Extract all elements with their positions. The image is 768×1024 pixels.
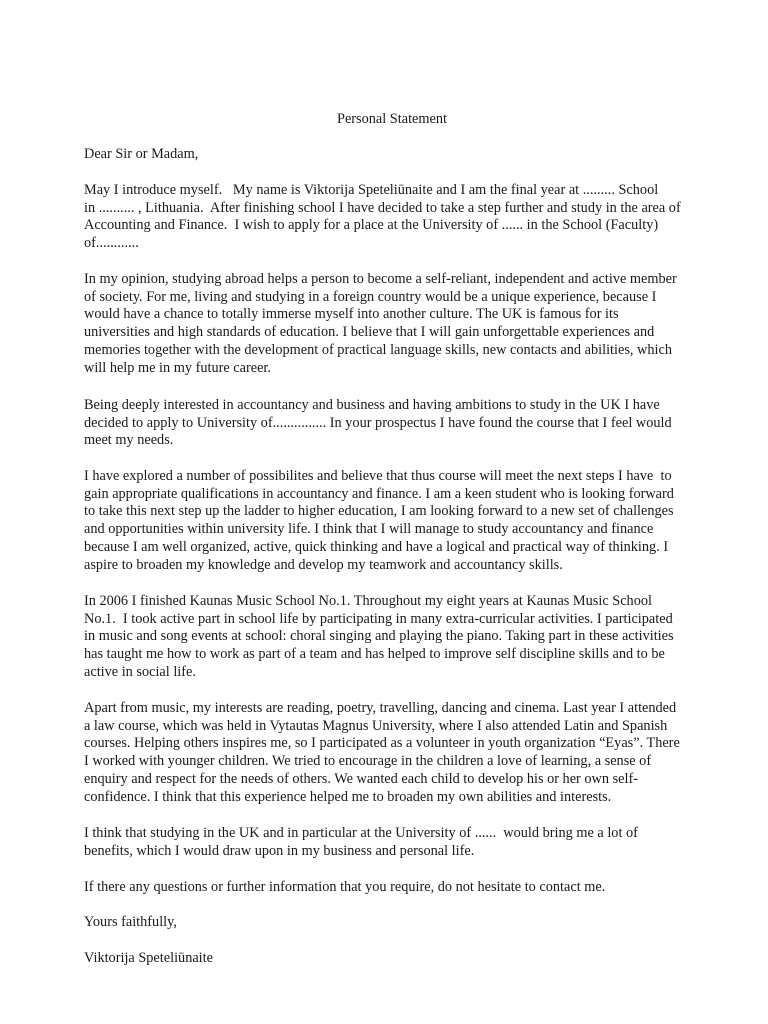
paragraph-course-choice (84, 397, 744, 450)
paragraph-line: gain appropriate qualifications in accountancy and finance. I am a keen student who is looking forward (84, 485, 674, 502)
paragraph-line: If there any questions or further information that you require, do not hesitate to contact me. (84, 879, 606, 895)
paragraph-line: to take this next step up the ladder to higher education, I am looking forward to a new set of challenges (84, 503, 674, 520)
paragraph-line: of............ (84, 235, 139, 252)
paragraph-line: active in social life. (84, 663, 196, 680)
paragraph-studying-abroad (84, 271, 744, 377)
paragraph-line: I think that studying in the UK and in particular at the University of ...... would bring me a lot of (84, 825, 638, 841)
paragraph-line: will help me in my future career. (84, 359, 271, 376)
paragraph-music-school (84, 593, 744, 682)
paragraph-line: would have a chance to totally immerse myself into another culture. The UK is famous for its (84, 306, 619, 323)
paragraph-line: confidence. I think that this experience helped me to broaden my own abilities and interests. (84, 788, 612, 805)
paragraph-line: in .......... , Lithuania. After finishing school I have decided to take a step further and study in the area of (84, 199, 681, 216)
paragraph-interests (84, 700, 744, 806)
paragraph-line: in music and song events at school: choral singing and playing the piano. Taking part in these activities (84, 628, 674, 645)
paragraph-line: and opportunities within university life. I think that I will manage to study accountancy and finance (84, 521, 654, 538)
closing: Yours faithfully, (84, 914, 177, 930)
paragraph-line: of society. For me, living and studying in a foreign country would be a unique experience, because I (84, 288, 657, 305)
paragraph-qualifications (84, 468, 744, 574)
paragraph-line: enquiry and respect for the needs of others. We wanted each child to develop his or her own self- (84, 770, 638, 787)
paragraph-line: because I am well organized, active, quick thinking and have a logical and practical way of thinking. I (84, 538, 669, 555)
paragraph-line: meet my needs. (84, 432, 174, 449)
paragraph-line: No.1. I took active part in school life by participating in many extra-curricular activities. I participated (84, 610, 673, 627)
paragraph-line: Apart from music, my interests are reading, poetry, travelling, dancing and cinema. Last year I attended (84, 700, 677, 716)
paragraph-line: a law course, which was held in Vytautas Magnus University, where I also attended Latin and Spanish (84, 717, 668, 734)
paragraph-line: memories together with the development of practical language skills, new contacts and abilities, which (84, 341, 672, 358)
paragraph-line: I have explored a number of possibilites and believe that thus course will meet the next steps I have to (84, 468, 672, 484)
paragraph-line: decided to apply to University of............... In your prospectus I have found the course that I feel would (84, 414, 672, 431)
paragraph-line: I worked with younger children. We tried to encourage in the children a love of learning, a sense of (84, 753, 652, 770)
paragraph-line: In my opinion, studying abroad helps a person to become a self-reliant, independent and active member (84, 271, 677, 287)
paragraph-benefits (84, 825, 744, 860)
paragraph-line: Accounting and Finance. I wish to apply for a place at the University of ...... in the School (Faculty) (84, 217, 659, 234)
paragraph-contact (84, 879, 744, 897)
paragraph-line: May I introduce myself. My name is Viktorija Speteliūnaite and I am the final year at ......... School (84, 182, 659, 198)
paragraph-line: Being deeply interested in accountancy and business and having ambitions to study in the UK I have (84, 397, 660, 413)
paragraph-line: In 2006 I finished Kaunas Music School No.1. Throughout my eight years at Kaunas Music School (84, 593, 652, 609)
page-title: Personal Statement (337, 111, 447, 127)
paragraph-line: benefits, which I would draw upon in my business and personal life. (84, 842, 475, 859)
paragraph-introduction (84, 182, 744, 253)
signature-name: Viktorija Speteliūnaite (84, 950, 213, 966)
salutation: Dear Sir or Madam, (84, 146, 199, 162)
paragraph-line: aspire to broaden my knowledge and develop my teamwork and accountancy skills. (84, 556, 563, 573)
paragraph-line: has taught me how to work as part of a team and has helped to improve self discipline skills and to be (84, 646, 665, 663)
paragraph-line: courses. Helping others inspires me, so I participated as a volunteer in youth organization “Eyas”. There (84, 735, 680, 752)
paragraph-line: universities and high standards of education. I believe that I will gain unforgettable experiences and (84, 324, 655, 341)
